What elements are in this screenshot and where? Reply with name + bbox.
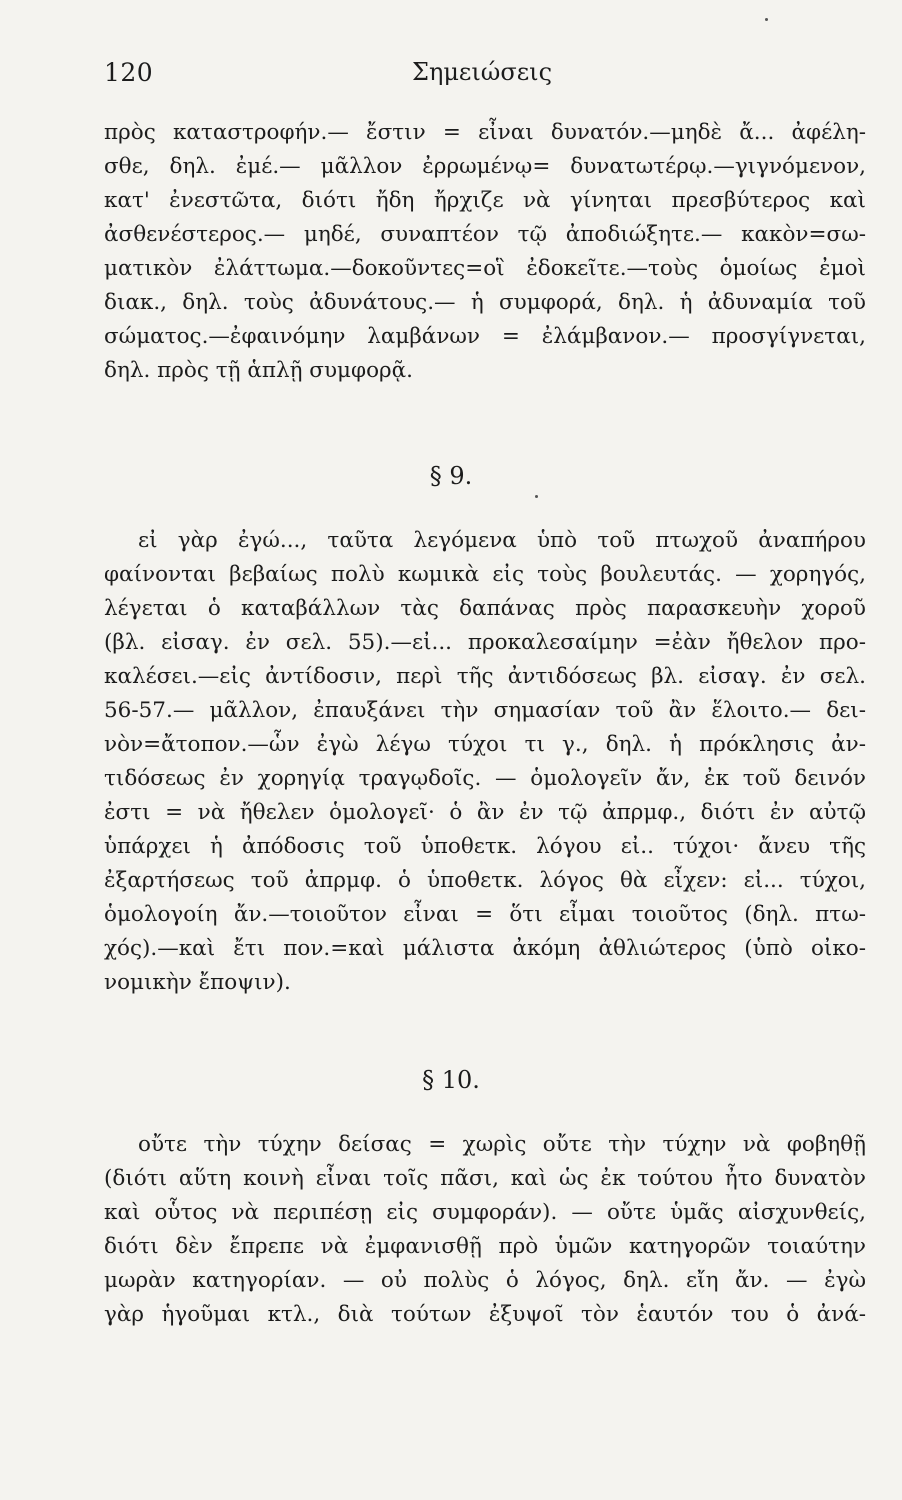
text-line: νομικὴν ἔποψιν). bbox=[104, 970, 291, 995]
page-number: 120 bbox=[104, 58, 154, 87]
text-line: πρὸς καταστροφήν.— ἔστιν = εἶναι δυνατόν.—μηδὲ ἄ... ἀφέλη- bbox=[104, 120, 866, 145]
notes-block-continued bbox=[104, 116, 866, 388]
text-line: διότι δὲν ἔπρεπε νὰ ἐμφανισθῇ πρὸ ὑμῶν κατηγορῶν τοιαύτην bbox=[104, 1234, 866, 1259]
text-line: οὔτε τὴν τύχην δείσας = χωρὶς οὔτε τὴν τύχην νὰ φοβηθῇ bbox=[138, 1132, 866, 1157]
running-title: Σημειώσεις bbox=[411, 58, 553, 86]
text-line: σθε, δηλ. ἐμέ.— μᾶλλον ἐρρωμένῳ= δυνατωτέρῳ.—γιγνόμενον, bbox=[104, 154, 866, 179]
text-line: φαίνονται βεβαίως πολὺ κωμικὰ εἰς τοὺς βουλευτάς. — χορηγός, bbox=[104, 562, 866, 587]
text-line: (βλ. εἰσαγ. ἐν σελ. 55).—εἰ... προκαλεσαίμην =ἐὰν ἤθελον προ- bbox=[104, 630, 866, 655]
section-heading-10: § 10. bbox=[422, 1066, 480, 1094]
text-line: χός).—καὶ ἔτι πον.=καὶ μάλιστα ἀκόμη ἀθλιώτερος (ὑπὸ οἰκο- bbox=[104, 936, 866, 961]
text-line: δηλ. πρὸς τῇ ἁπλῇ συμφορᾷ. bbox=[104, 358, 414, 383]
text-line: ἐξαρτήσεως τοῦ ἀπρμφ. ὁ ὑποθετκ. λόγος θὰ εἶχεν: εἰ... τύχοι, bbox=[104, 868, 866, 893]
text-line: ὁμολογοίη ἄν.—τοιοῦτον εἶναι = ὅτι εἶμαι τοιοῦτος (δηλ. πτω- bbox=[104, 902, 866, 927]
notes-section-9 bbox=[104, 524, 866, 1000]
text-line: εἰ γὰρ ἐγώ..., ταῦτα λεγόμενα ὑπὸ τοῦ πτωχοῦ ἀναπήρου bbox=[138, 528, 866, 553]
text-line: (διότι αὕτη κοινὴ εἶναι τοῖς πᾶσι, καὶ ὡς ἐκ τούτου ἦτο δυνατὸν bbox=[104, 1166, 866, 1191]
text-line: γὰρ ἡγοῦμαι κτλ., διὰ τούτων ἐξυψοῖ τὸν ἑαυτόν του ὁ ἀνά- bbox=[104, 1302, 866, 1327]
paper-speck bbox=[535, 495, 538, 498]
text-line: σώματος.—ἐφαινόμην λαμβάνων = ἐλάμβανον.— προσγίγνεται, bbox=[104, 324, 866, 349]
paper-speck bbox=[765, 18, 768, 21]
text-line: κατ' ἐνεστῶτα, διότι ἤδη ἤρχιζε νὰ γίνηται πρεσβύτερος καὶ bbox=[104, 188, 866, 213]
text-line: 56-57.— μᾶλλον, ἐπαυξάνει τὴν σημασίαν τοῦ ἂν ἕλοιτο.— δει- bbox=[104, 698, 866, 723]
text-line: διακ., δηλ. τοὺς ἀδυνάτους.— ἡ συμφορά, δηλ. ἡ ἀδυναμία τοῦ bbox=[104, 290, 866, 315]
text-line: καλέσει.—εἰς ἀντίδοσιν, περὶ τῆς ἀντιδόσεως βλ. εἰσαγ. ἐν σελ. bbox=[104, 664, 866, 689]
text-line: ματικὸν ἐλάττωμα.—δοκοῦντες=οἳ ἐδοκεῖτε.—τοὺς ὁμοίως ἐμοὶ bbox=[104, 256, 866, 281]
text-line: καὶ οὗτος νὰ περιπέσῃ εἰς συμφοράν). — οὔτε ὑμᾶς αἰσχυνθείς, bbox=[104, 1200, 866, 1225]
text-line: λέγεται ὁ καταβάλλων τὰς δαπάνας πρὸς παρασκευὴν χοροῦ bbox=[104, 596, 866, 621]
section-heading-9: § 9. bbox=[429, 462, 473, 490]
text-line: ὑπάρχει ἡ ἀπόδοσις τοῦ ὑποθετκ. λόγου εἰ.. τύχοι· ἄνευ τῆς bbox=[104, 834, 866, 859]
notes-section-10 bbox=[104, 1128, 866, 1332]
text-line: τιδόσεως ἐν χορηγίᾳ τραγῳδοῖς. — ὁμολογεῖν ἄν, ἐκ τοῦ δεινόν bbox=[104, 766, 866, 791]
text-line: ἀσθενέστερος.— μηδέ, συναπτέον τῷ ἀποδιώξητε.— κακὸν=σω- bbox=[104, 222, 866, 247]
text-line: νὸν=ἄτοπον.—ὧν ἐγὼ λέγω τύχοι τι γ., δηλ. ἡ πρόκλησις ἀν- bbox=[104, 732, 866, 757]
running-head bbox=[98, 58, 866, 98]
text-line: μωρὰν κατηγορίαν. — οὐ πολὺς ὁ λόγος, δηλ. εἴη ἄν. — ἐγὼ bbox=[104, 1268, 866, 1293]
text-line: ἐστι = νὰ ἤθελεν ὁμολογεῖ· ὁ ἂν ἐν τῷ ἀπρμφ., διότι ἐν αὐτῷ bbox=[104, 800, 866, 825]
